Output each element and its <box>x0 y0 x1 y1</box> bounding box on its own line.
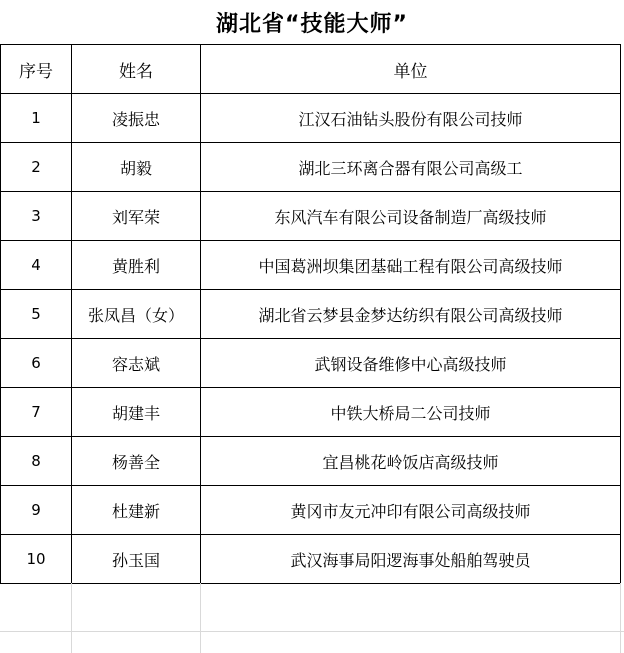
table-row <box>1 143 621 192</box>
cell-name[interactable]: 杨善全 <box>72 437 201 486</box>
cell-no[interactable]: 4 <box>1 241 72 290</box>
cell-no[interactable]: 10 <box>1 535 72 584</box>
cell-name[interactable]: 胡毅 <box>72 143 201 192</box>
masters-table <box>0 44 621 584</box>
cell-no[interactable]: 8 <box>1 437 72 486</box>
header-no[interactable]: 序号 <box>1 45 72 94</box>
cell-unit[interactable]: 湖北省云梦县金梦达纺织有限公司高级技师 <box>201 290 621 339</box>
cell-unit[interactable]: 湖北三环离合器有限公司高级工 <box>201 143 621 192</box>
cell-name[interactable]: 刘军荣 <box>72 192 201 241</box>
cell-no[interactable]: 5 <box>1 290 72 339</box>
gridline <box>71 583 72 653</box>
header-name[interactable]: 姓名 <box>72 45 201 94</box>
cell-no[interactable]: 1 <box>1 94 72 143</box>
cell-no[interactable]: 9 <box>1 486 72 535</box>
cell-name[interactable]: 凌振忠 <box>72 94 201 143</box>
cell-unit[interactable]: 江汉石油钻头股份有限公司技师 <box>201 94 621 143</box>
table-row <box>1 339 621 388</box>
table-row <box>1 486 621 535</box>
cell-no[interactable]: 6 <box>1 339 72 388</box>
cell-unit[interactable]: 武钢设备维修中心高级技师 <box>201 339 621 388</box>
gridline <box>0 631 624 632</box>
table-row <box>1 437 621 486</box>
table-row <box>1 388 621 437</box>
cell-name[interactable]: 张凤昌（女） <box>72 290 201 339</box>
cell-unit[interactable]: 宜昌桃花岭饭店高级技师 <box>201 437 621 486</box>
cell-unit[interactable]: 黄冈市友元冲印有限公司高级技师 <box>201 486 621 535</box>
cell-name[interactable]: 黄胜利 <box>72 241 201 290</box>
header-unit[interactable]: 单位 <box>201 45 621 94</box>
cell-name[interactable]: 杜建新 <box>72 486 201 535</box>
cell-unit[interactable]: 东风汽车有限公司设备制造厂高级技师 <box>201 192 621 241</box>
cell-name[interactable]: 孙玉国 <box>72 535 201 584</box>
table-row <box>1 192 621 241</box>
gridline <box>620 583 621 653</box>
table-row <box>1 241 621 290</box>
empty-grid-area[interactable] <box>0 583 624 653</box>
sheet-title: 湖北省“技能大师” <box>216 11 408 37</box>
cell-no[interactable]: 3 <box>1 192 72 241</box>
cell-no[interactable]: 2 <box>1 143 72 192</box>
cell-no[interactable]: 7 <box>1 388 72 437</box>
header-row <box>1 45 621 94</box>
cell-name[interactable]: 容志斌 <box>72 339 201 388</box>
cell-unit[interactable]: 中铁大桥局二公司技师 <box>201 388 621 437</box>
table-row <box>1 535 621 584</box>
cell-unit[interactable]: 中国葛洲坝集团基础工程有限公司高级技师 <box>201 241 621 290</box>
table-row <box>1 290 621 339</box>
cell-unit[interactable]: 武汉海事局阳逻海事处船舶驾驶员 <box>201 535 621 584</box>
table-row <box>1 94 621 143</box>
gridline <box>200 583 201 653</box>
cell-name[interactable]: 胡建丰 <box>72 388 201 437</box>
